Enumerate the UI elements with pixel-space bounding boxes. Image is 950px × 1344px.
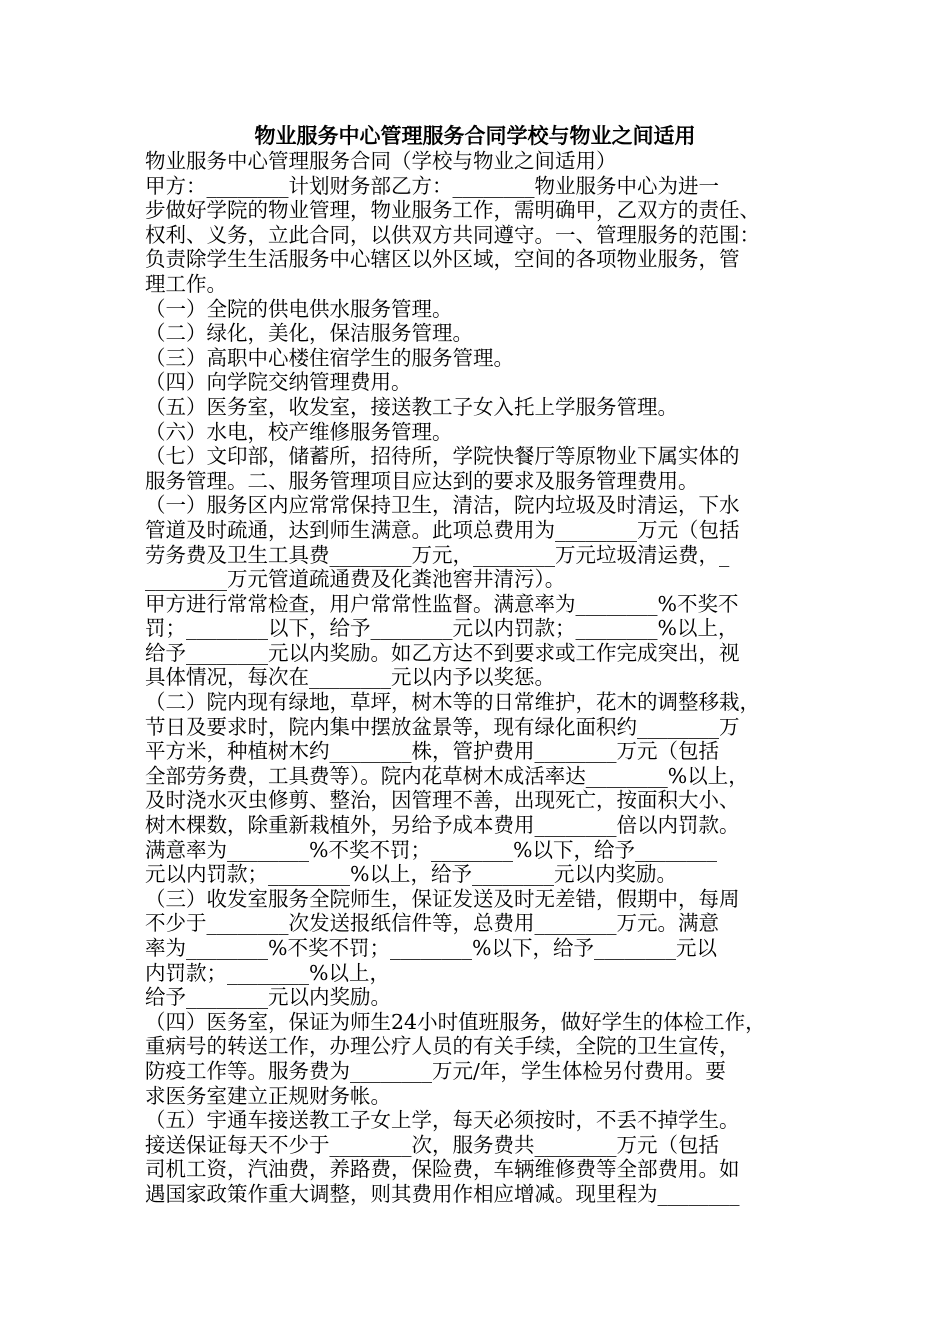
body-line: 率为________%不奖不罚；________%以下，给予________元以	[145, 936, 717, 960]
body-line: 内罚款；________%以上，	[145, 960, 390, 985]
document-body	[145, 149, 809, 1207]
body-line: 管道及时疏通，达到师生满意。此项总费用为________万元（包括	[145, 517, 740, 542]
body-line: （一）服务区内应常常保持卫生，清洁，院内垃圾及时清运，下水	[145, 493, 740, 518]
body-line: 节日及要求时，院内集中摆放盆景等，现有绿化面积约________万	[145, 714, 740, 739]
body-line: 服务管理。二、服务管理项目应达到的要求及服务管理费用。	[145, 468, 699, 493]
body-line: 平方米，种植树木约________株，管护费用________万元（包括	[145, 739, 719, 764]
document-title: 物业服务中心管理服务合同学校与物业之间适用	[254, 123, 696, 148]
body-line: 接送保证每天不少于________次，服务费共________万元（包括	[145, 1132, 719, 1157]
body-line: 给予________元以内奖励。	[145, 985, 391, 1010]
body-line: 防疫工作等。服务费为________万元/年，学生体检另付费用。要	[145, 1058, 726, 1083]
body-line: （六）水电，校产维修服务管理。	[145, 419, 453, 444]
body-line: 及时浇水灭虫修剪、整治，因管理不善，出现死亡，按面积大小、	[145, 788, 740, 813]
body-line: 物业服务中心管理服务合同（学校与物业之间适用）	[145, 149, 617, 173]
body-line: （七）文印部，储蓄所，招待所，学院快餐厅等原物业下属实体的	[145, 444, 740, 469]
body-line: 不少于________次发送报纸信件等，总费用________万元。满意	[145, 911, 719, 936]
body-line: 树木棵数，除重新栽植外，另给予成本费用________倍以内罚款。	[145, 813, 740, 838]
body-line: （四）向学院交纳管理费用。	[145, 370, 412, 395]
body-line: （三）收发室服务全院师生，保证发送及时无差错，假期中，每周	[145, 886, 740, 911]
body-line: （二）院内现有绿地，草坪，树木等的日常维护，花木的调整移栽，	[145, 690, 760, 715]
body-line: 甲方：________计划财务部乙方：________物业服务中心为进一	[145, 173, 719, 198]
body-line: 理工作。	[145, 271, 227, 296]
body-line: 罚；________以下，给予________元以内罚款；________%以上，	[145, 616, 739, 641]
body-line: （一）全院的供电供水服务管理。	[145, 296, 453, 321]
body-line: 遇国家政策作重大调整，则其费用作相应增减。现里程为________	[145, 1181, 740, 1206]
body-line: （三）高职中心楼住宿学生的服务管理。	[145, 345, 514, 370]
body-line: （五）宇通车接送教工子女上学，每天必须按时，不丢不掉学生。	[145, 1108, 740, 1133]
body-line: 求医务室建立正规财务帐。	[145, 1083, 391, 1108]
body-line: 劳务费及卫生工具费________万元，________万元垃圾清运费，_	[145, 542, 730, 567]
body-line: 满意率为________%不奖不罚；________%以下，给予________	[145, 837, 717, 862]
body-line: ________万元管道疏通费及化粪池窖井清污）。	[145, 567, 566, 592]
body-line: （五）医务室，收发室，接送教工子女入托上学服务管理。	[145, 394, 678, 419]
body-line: 步做好学院的物业管理，物业服务工作，需明确甲，乙双方的责任、	[145, 198, 760, 223]
body-line: 权利、义务，立此合同，以供双方共同遵守。一、管理服务的范围：	[145, 222, 760, 247]
body-line: （二）绿化，美化，保洁服务管理。	[145, 321, 473, 346]
body-line: 负责除学生生活服务中心辖区以外区域，空间的各项物业服务，管	[145, 247, 740, 272]
body-line: （四）医务室，保证为师生24小时值班服务，做好学生的体检工作，	[145, 1009, 766, 1034]
body-line: 给予________元以内奖励。如乙方达不到要求或工作完成突出，视	[145, 640, 740, 665]
body-line: 司机工资，汽油费，养路费，保险费，车辆维修费等全部费用。如	[145, 1157, 740, 1182]
body-line: 具体情况，每次在________元以内予以奖惩。	[145, 665, 555, 690]
body-line: 重病号的转送工作，办理公疗人员的有关手续，全院的卫生宣传，	[145, 1034, 740, 1059]
body-line: 全部劳务费，工具费等）。院内花草树木成活率达________%以上，	[145, 763, 749, 788]
body-line: 元以内罚款；________%以上，给予________元以内奖励。	[145, 862, 677, 887]
body-line: 甲方进行常常检查，用户常常性监督。满意率为________%不奖不	[145, 591, 739, 616]
